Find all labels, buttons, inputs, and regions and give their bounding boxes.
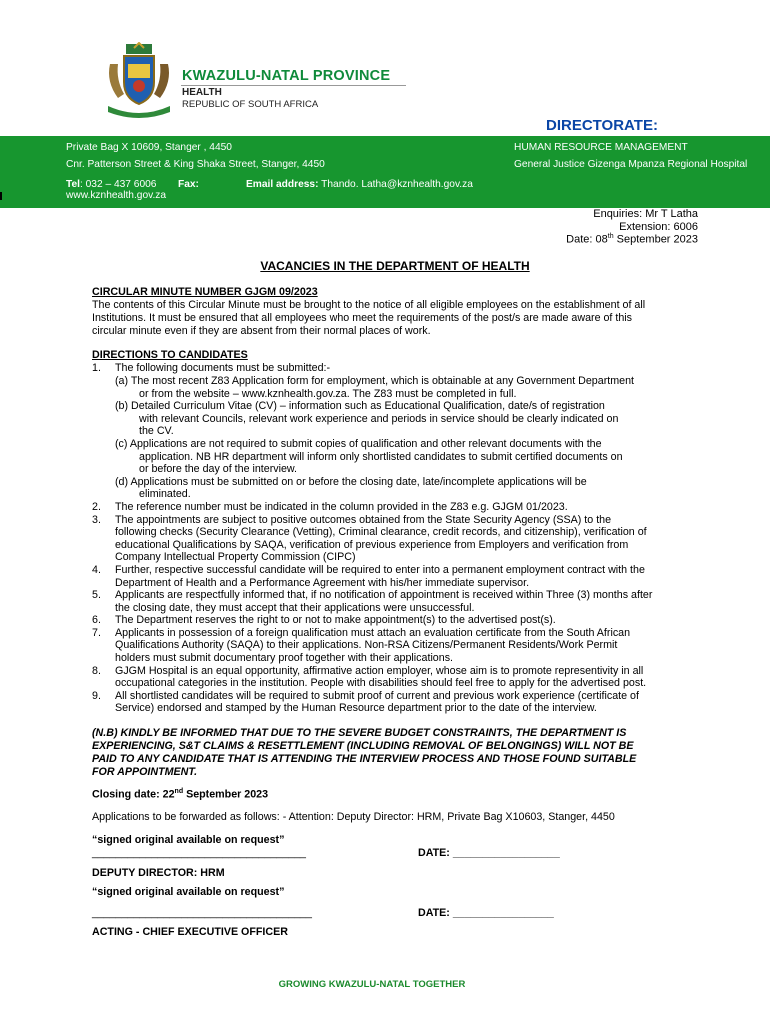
direction-line: application. NB HR department will inform only shortlisted candidates to submit certified documents on [139,451,623,463]
signatory-title: ACTING - CHIEF EXECUTIVE OFFICER [92,926,288,938]
direction-line: (c) Applications are not required to submit copies of qualification and other relevant documents with the [115,438,602,450]
direction-line: Company Intellectual Property Commission (CIPC) [115,551,356,563]
item-number: 5. [92,589,101,601]
enquiries-date: Date: 08th September 2023 [566,233,698,246]
item-number: 1. [92,362,101,374]
signed-note: “signed original available on request” [92,834,285,846]
direction-line: Applicants are respectfully informed that, if no notification of appointment is received within Three (3) months after [115,589,653,601]
direction-line: or before the day of the interview. [139,463,298,475]
circular-line: The contents of this Circular Minute must be brought to the notice of all eligible employees on the establishment of all [92,299,646,311]
telephone: Tel: 032 – 437 6006 [66,179,157,190]
item-number: 6. [92,614,101,626]
header-divider [181,85,406,86]
street-address: Cnr. Patterson Street & King Shaka Street, Stanger, 4450 [66,159,325,170]
budget-notice: FOR APPOINTMENT. [92,766,198,778]
date-field: DATE: _________________ [418,907,554,919]
directions-heading: DIRECTIONS TO CANDIDATES [92,349,248,361]
direction-line: The Department reserves the right to or not to make appointment(s) to the advertised post(s). [115,614,556,626]
direction-line: The following documents must be submitted:- [115,362,331,374]
enquiries-extension: Extension: 6006 [619,221,698,233]
website-link[interactable]: www.kznhealth.gov.za [66,190,167,201]
enquiries-contact: Enquiries: Mr T Latha [593,208,698,220]
email-address: Email address: Thando. Latha@kznhealth.gov.za [246,179,473,190]
forwarding-address: Applications to be forwarded as follows: - Attention: Deputy Director: HRM, Private Bag X10603, Stanger, 4450 [92,811,615,823]
contact-band [0,136,770,208]
direction-line: (b) Detailed Curriculum Vitae (CV) – information such as Educational Qualification, date/s of registration [115,400,605,412]
band-edge-mark [0,192,2,200]
republic-name: REPUBLIC OF SOUTH AFRICA [182,99,319,110]
direction-line: The reference number must be indicated in the column provided in the Z83 e.g. GJGM 01/2023. [115,501,568,513]
direction-line: All shortlisted candidates will be required to submit proof of current and previous work experience (certificate of [115,690,639,702]
item-number: 8. [92,665,101,677]
closing-date: Closing date: 22nd September 2023 [92,788,269,801]
direction-line: or from the website – www.kznhealth.gov.za. The Z83 must be completed in full. [139,388,517,400]
direction-line: Further, respective successful candidate will be required to enter into a permanent employment contract with the [115,564,645,576]
kzn-coat-of-arms-logo [104,42,174,118]
direction-line: (d) Applications must be submitted on or before the closing date, late/incomplete applications will be [115,476,587,488]
footer-slogan: GROWING KWAZULU-NATAL TOGETHER [278,979,466,990]
direction-line: holders must submit documentary proof together with their applications. [115,652,454,664]
budget-notice: PAID TO ANY CANDIDATE THAT IS ATTENDING THE INTERVIEW PROCESS AND THOSE FOUND SUITABLE [92,753,637,765]
direction-line: with relevant Councils, relevant work experience and periods in service should be clearly indicated on [139,413,619,425]
direction-line: the closing date, they must accept that their applications were unsuccessful. [115,602,475,614]
direction-line: following checks (Security Clearance (Vetting), Criminal clearance, credit records, and citizenship), verification of [115,526,647,538]
page-title: VACANCIES IN THE DEPARTMENT OF HEALTH [260,259,530,273]
circular-line: circular minute even if they are absent from their normal places of work. [92,325,431,337]
budget-notice: (N.B) KINDLY BE INFORMED THAT DUE TO THE SEVERE BUDGET CONSTRAINTS, THE DEPARTMENT IS [92,727,627,739]
direction-line: Service) endorsed and stamped by the Human Resource department prior to the date of the interview. [115,702,597,714]
province-name: KWAZULU-NATAL PROVINCE [182,68,391,84]
circular-line: Institutions. It must be ensured that all employees who meet the requirements of the post/s are made aware of this [92,312,633,324]
direction-line: (a) The most recent Z83 Application form for employment, which is obtainable at any Government Department [115,375,634,387]
date-field: DATE: __________________ [418,847,560,859]
item-number: 4. [92,564,101,576]
signed-note: “signed original available on request” [92,886,285,898]
department-name: HEALTH [182,87,222,98]
direction-line: The appointments are subject to positive outcomes obtained from the State Security Agency (SSA) to the [115,514,612,526]
item-number: 3. [92,514,101,526]
item-number: 9. [92,690,101,702]
directorate-label: DIRECTORATE: [546,117,658,134]
signature-line: ____________________________________ [92,847,306,859]
direction-line: Qualifications Authority (SAQA) to their applications. Non-RSA Citizens/Permanent Residents/Work Permit [115,639,618,651]
direction-line: occupational categories in the institution. People with disabilities should feel free to apply for the advertised post. [115,677,647,689]
direction-line: Applicants in possession of a foreign qualification must attach an evaluation certificate from the South African [115,627,631,639]
direction-line: educational Qualifications by SAQA, verification of previous experience from Employers and verification from [115,539,629,551]
signatory-title: DEPUTY DIRECTOR: HRM [92,867,225,879]
budget-notice: EXPERIENCING, S&T CLAIMS & RESETTLEMENT (INCLUDING REMOVAL OF BELONGINGS) WILL NOT BE [92,740,634,752]
direction-line: eliminated. [139,488,191,500]
item-number: 7. [92,627,101,639]
direction-line: GJGM Hospital is an equal opportunity, affirmative action employer, whose aim is to promote representivity in all [115,665,644,677]
hospital-name: General Justice Gizenga Mpanza Regional Hospital [514,159,748,170]
fax-label: Fax: [178,179,199,190]
hr-unit: HUMAN RESOURCE MANAGEMENT [514,142,688,153]
direction-line: Department of Health and a Performance Agreement with his/her immediate supervisor. [115,577,530,589]
direction-line: the CV. [139,425,174,437]
signature-line: _____________________________________ [92,907,312,919]
item-number: 2. [92,501,101,513]
postal-address: Private Bag X 10609, Stanger , 4450 [66,142,232,153]
circular-heading: CIRCULAR MINUTE NUMBER GJGM 09/2023 [92,286,318,298]
